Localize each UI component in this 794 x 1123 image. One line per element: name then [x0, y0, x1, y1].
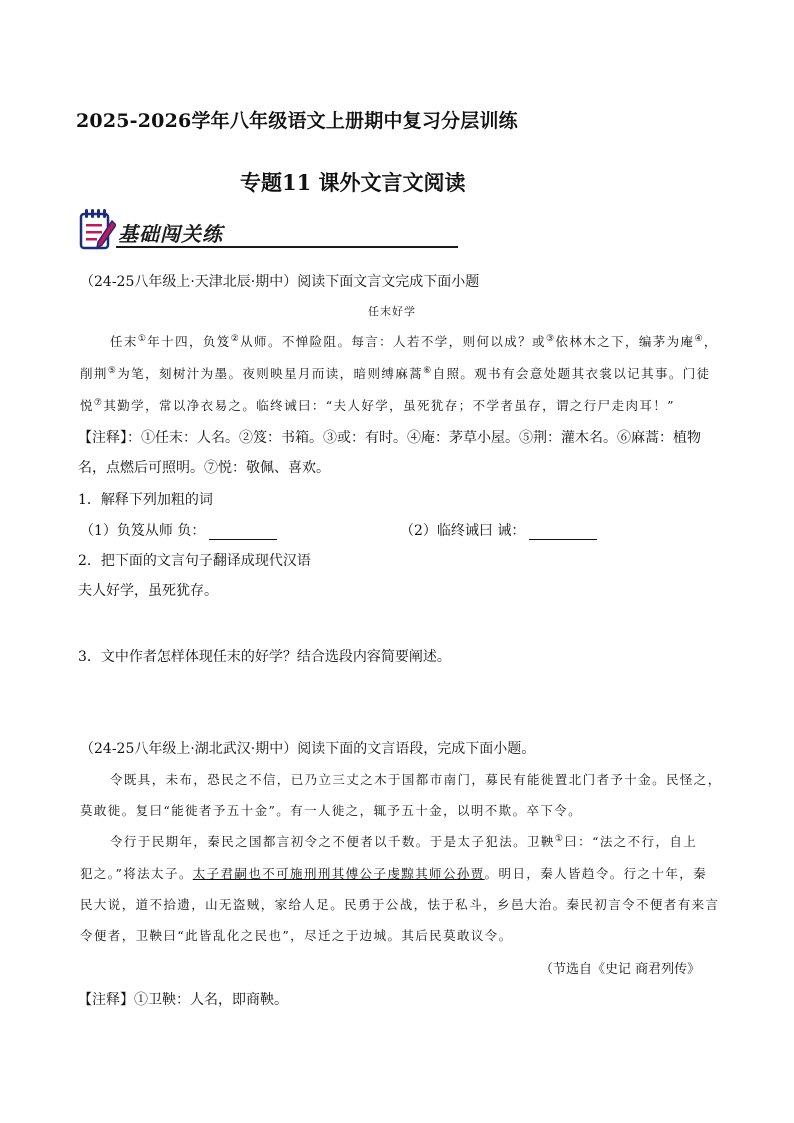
question-3: 3．文中作者怎样体现任末的好学？结合选段内容简要阐述。	[78, 649, 451, 665]
passage2-source: （节选自《史记 商君列传》	[540, 962, 701, 977]
passage2-intro: （24-25八年级上·湖北武汉·期中）阅读下面的文言语段，完成下面小题。	[80, 741, 536, 757]
section-label: 基础闯关练	[118, 222, 223, 246]
passage2-p2-line-3: 民大说，道不拾遗，山无盗贼，家给人足。民勇于公战，怯于私斗，乡邑大治。秦民初言令不便者有来言	[80, 897, 720, 912]
topic-title: 专题11 课外文言文阅读	[240, 170, 466, 195]
passage1-notes-line-1: 【注释】：①任末：人名。②笈：书箱。③或：有时。④庵：茅草小屋。⑤荆：灌木名。⑥麻蒿：植物	[78, 430, 701, 446]
question-2-sentence: 夫人好学，虽死犹存。	[78, 583, 218, 599]
passage1-line-2: 削荆⑤为笔，刻树汁为墨。夜则映星月而读，暗则缚麻蒿⑥自照。观书有会意处题其衣裳以记其事。门徒	[80, 365, 711, 381]
section-banner	[78, 207, 458, 252]
question-2: 2．把下面的文言句子翻译成现代汉语	[78, 553, 311, 569]
answer-blank-1a[interactable]	[209, 525, 277, 540]
passage2-notes: 【注释】①卫鞅：人名，即商鞅。	[78, 992, 288, 1008]
notepad-pencil-icon	[78, 207, 116, 251]
question-1b: （2）临终诫曰 诫：	[400, 520, 597, 540]
passage1-line-1: 任末①年十四，负笈②从师。不惮险阻。每言：人若不学，则何以成？或③依林木之下，编茅为庵④，	[110, 333, 718, 349]
passage1-notes-line-2: 名，点燃后可照明。⑦悦：敬佩、喜欢。	[78, 460, 330, 476]
passage2-p2-line-4: 令便者，卫鞅曰“此皆乱化之民也”，尽迁之于边城。其后民莫敢议令。	[80, 928, 513, 943]
passage1-title: 任末好学	[368, 305, 416, 318]
question-1a: （1）负笈从师 负：	[80, 520, 277, 540]
document-title: 2025-2026学年八年级语文上册期中复习分层训练	[76, 110, 518, 132]
passage2-p1-line-2: 莫敢徙。复曰“能徙者予五十金”。有一人徙之，辄予五十金，以明不欺。卒下令。	[80, 803, 583, 818]
passage2-p2-line-1: 令行于民期年，秦民之国都言初令之不便者以千数。于是太子犯法。卫鞅①曰：“法之不行，自上	[110, 833, 698, 849]
passage1-line-3: 悦⑦其勤学，常以净衣易之。临终诫曰：“夫人好学，虽死犹存；不学者虽存，谓之行尸走肉耳！”	[80, 397, 675, 413]
passage2-p1-line-1: 令既具，未布，恐民之不信，已乃立三丈之木于国都市南门，募民有能徙置北门者予十金。民怪之，	[110, 772, 722, 787]
underlined-sentence: 太子君嗣也不可施刑刑其傅公子虔黥其师公孙贾	[192, 866, 485, 881]
section-underline	[116, 246, 458, 248]
answer-blank-1b[interactable]	[529, 525, 597, 540]
passage2-p2-line-2: 犯之。”将法太子。太子君嗣也不可施刑刑其傅公子虔黥其师公孙贾。明日，秦人皆趋令。行之十年，秦	[80, 866, 708, 881]
passage1-intro: （24-25八年级上·天津北辰·期中）阅读下面文言文完成下面小题	[80, 274, 480, 290]
question-1: 1．解释下列加粗的词	[78, 492, 213, 508]
